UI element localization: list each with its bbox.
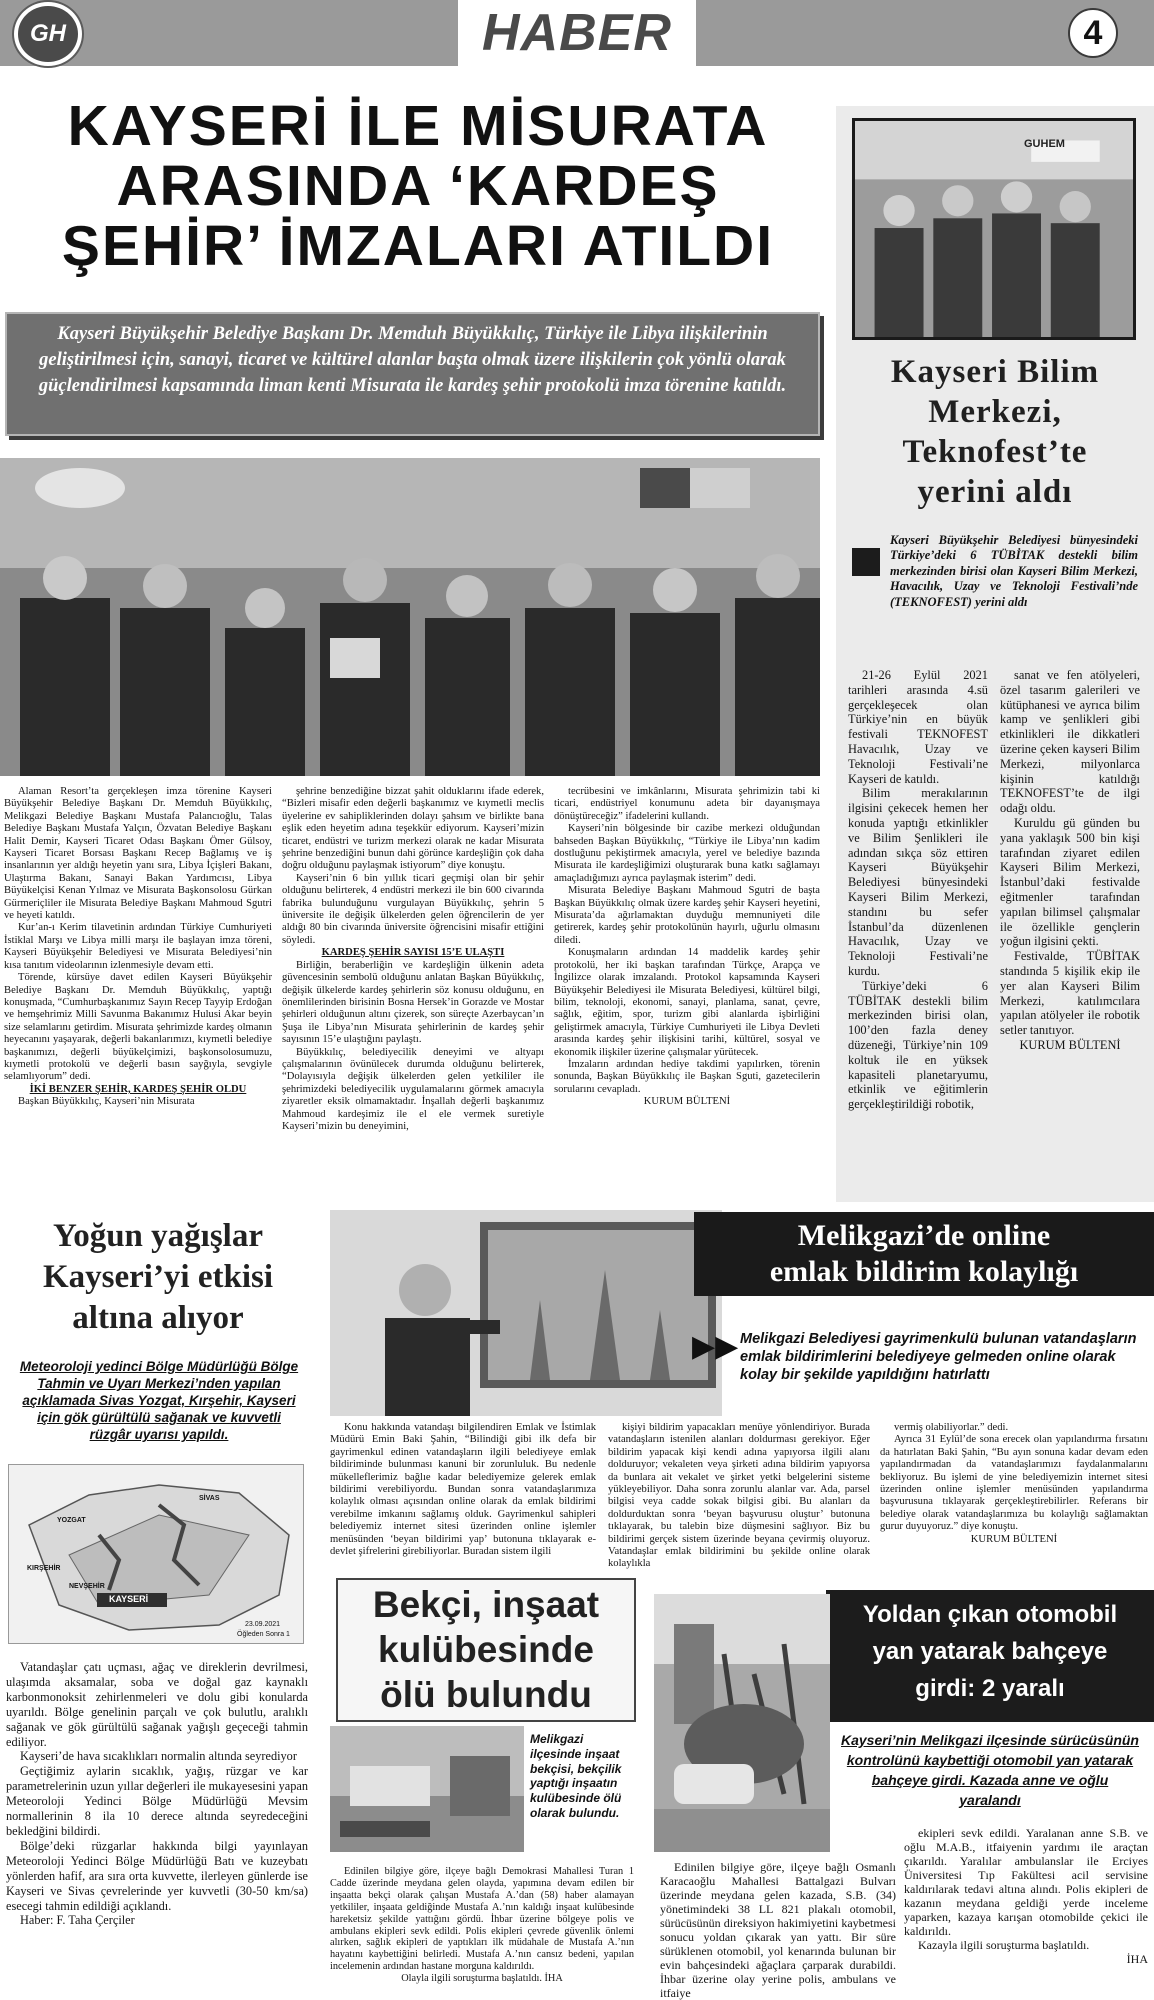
province-map	[9, 1465, 305, 1645]
yagis-headline-line: Yoğun yağışlar	[53, 1218, 263, 1254]
emlak-headline-line: emlak bildirim kolaylığı	[769, 1255, 1079, 1288]
construction-site-photo	[330, 1726, 524, 1852]
byline: İHA	[1126, 1952, 1148, 1966]
map-label-nevsehir: NEVŞEHİR	[69, 1583, 105, 1590]
emlak-col-2	[608, 1422, 870, 1571]
masthead-logo	[14, 2, 82, 66]
lead-col-1	[4, 786, 272, 1109]
bilim-col-1	[848, 668, 988, 1112]
lead-headline	[0, 96, 836, 276]
page-number-badge	[1068, 8, 1118, 58]
paragraph: tecrübesini ve imkânlarını, Misurata şehrimizin tabi ki ticari, endüstriyel konumunu adeta bir dayanışmaya dönüştüreceğiz” ifadelerini kullandı.	[554, 786, 820, 822]
paragraph: Festivalde, TÜBİTAK standında 5 kişilik ekip ile yer alan Kayseri Bilim Merkezi, katılımcılara yapılan atölyeler ile robotik setler tanıtıyor.	[1000, 949, 1140, 1038]
paragraph: Bilim merakılarının ilgisini çekecek hemen her konuda yaptığı etkinlikler ve Bilim Şenlikleri ile adından sıkça söz ettiren Kayseri Büyükşehir Belediyesi bünyesindeki Kayseri Bilim Merkezi, standını bu sefer İstanbul’da düzenlenen Havacılık, Uzay ve Teknoloji Festivali’ne kurdu.	[848, 786, 988, 978]
paragraph: Bölge’deki rüzgarlar hakkında bilgi yayınlayan Meteoroloji Yedinci Bölge Müdürlüğü Batı ve kuzeybatı yönlerden hafif, ara sıra orta kuvvette, ilerleyen günlerde ise Kayseri ve Sivas çevrelerinde yer kuvvetli (30-50 km/sa) esecegi tahmin edildiği açıklandı.	[6, 1838, 308, 1913]
lead-headline-line: KAYSERİ İLE MİSURATA	[67, 94, 769, 158]
paragraph: vermiş olabiliyorlar.” dedi.	[894, 1422, 1009, 1433]
paragraph: Birliğin, beraberliğin ve kardeşliğin ülkenin adeta güvencesinin sembolü olduğunu anlatan Başkan Büyükkılıç, değişik ülkelerde kardeş şehirlerin söz konusu olduğunu, en önemlilerinden birisinin Bosna Hersek’in Gorazde ve Mostar şehirleri olduğunun altını çizerek, son süreçte Azerbaycan’ın Şuşa ile Libya’nın Misurata şehirlerinin de kardeş şehir sayısının 15’e ulaştığını paylaştı.	[282, 959, 544, 1046]
yoldan-headline-line: yan yatarak bahçeye	[872, 1638, 1108, 1665]
bilim-headline	[836, 352, 1154, 512]
paragraph: Törende, kürsüye davet edilen Kayseri Büyükşehir Belediye Başkanı Dr. Memduh Büyükkılıç, yaptığı konuşmada, “Cumhurbaşkanımız Sayın Recep Tayyip Erdoğan ve hemşehrimiz Milli Savunma Bakanımız Hulusi Akar beyin size selamlarını getirdim. Misurata şehrimizde kardeş olmanın heyecanını yaşayarak, değerli bakanlarımızı, kıymetli belediye başkanımızı, değerli büyükelçimizi, başkonsolosumuzu, kıymetli protokolü ve değerli basın sayğıyla, sevgiyle selamlıyorum” dedi.	[4, 972, 272, 1083]
source: İHA	[544, 1973, 563, 1985]
paragraph: Türkiye’deki 6 TÜBİTAK destekli bilim merkezinden birisi olan, 100’den fazla deney düzeneği, Türkiye’nin 109 koltuk ile en yüksek kapasiteli planetaryumu, etkinlik ve eğitimlerin gerçekleştirildiği robotik,	[848, 978, 988, 1112]
byline	[330, 1973, 634, 1985]
paragraph: Kayseri’de hava sıcaklıkları normalin altında seyrediyor	[20, 1749, 297, 1764]
byline: KURUM BÜLTENİ	[643, 1096, 731, 1108]
section-title: HABER	[482, 4, 672, 62]
yagis-headline	[0, 1216, 316, 1339]
paragraph: Vatandaşlar çatı uçması, ağaç ve direklerin devrilmesi, ulaşımda aksamalar, soba ve doğal gaz kaynaklı karbonmonoksit zehirlenmeleri ve dolu gibi konularda uyarıldı. Bölge genelinin parçalı ve çok bulutlu, aralıklı sağanak ve gök gürültülü sağanak yağışlı geçeceği tahmin ediliyor.	[6, 1660, 308, 1749]
paragraph: Alaman Resort’ta gerçekleşen imza törenine Kayseri Büyükşehir Belediye Başkanı Dr. Memduh Büyükkılıç, Melikgazi Belediye Başkanı Mustafa Palancıoğlu, Talas Belediye Başkanı Mustafa Yalçın, Özvatan Belediye Başkanı Halit Demir, Kayseri Ticaret Odası Başkanı Ömer Gülsoy, Kayseri Ticaret Borsası Başkanı Recep Bağlamış ve iş insanlarının yer aldığı heyetin yanı sıra, Libya İçişleri Bakanı, Ulaştırma Bakanı, Sanayi Bakan Yardımcısı, Libya Büyükelçisi Kenan Yılmaz ve Misurata Başkonsolosu Gürkan Gürmeriçliler ile Misurata Belediye Başkanı Mahmoud Sgutri ve heyeti katıldı.	[4, 786, 272, 922]
map-label-sivas: SİVAS	[199, 1495, 220, 1502]
paragraph: Geçtiğimiz aylarin sıcaklık, yağış, rüzgar ve kar parametrelerinin uzun yıllar değerleri ile mukayesesini yapan Meteoroloji Yedinci Bölge Müdürlüğü Mevsim normallerinin 8 ila 10 derece altında seyredeceğini bekledğini bildirdi.	[6, 1764, 308, 1838]
yoldan-headline	[826, 1596, 1154, 1707]
paragraph: ekipleri sevk edildi. Yaralanan anne S.B. ve oğlu M.A.B., itfaiyenin yardımı ile araçtan çıkarıldı. Yaralılar ambulanslar ile Erciyes Üniversitesi Tıp Fakültesi acil servisine kaldırılarak tedavi altına alındı. Polis ekipleri de kazanın meydana geldiği yerde inceleme yaparken, kazaya karışan otomobilde çekici ile kaldırıldı.	[904, 1826, 1148, 1938]
bekci-headline-line: ölü bulundu	[380, 1674, 592, 1715]
signing-ceremony-photo	[0, 458, 820, 776]
paragraph: Misurata Belediye Başkanı Mahmoud Sgutri de başta Başkan Büyükkılıç olmak üzere kardeş şehir Kayseri heyetini, Misurata’da ağırlamaktan duyduğu memnuniyeti dile getirerek, kardeş şehir protokolünün hayırlı, uğurlu olmasını diledi.	[554, 885, 820, 946]
map-label-yozgat: YOZGAT	[57, 1517, 86, 1524]
teknofest-photo	[852, 118, 1136, 340]
yoldan-intro: Kayseri’nin Melikgazi ilçesinde sürücüsünün kontrolünü kaybettiği otomobil yan yatarak bahçeye girdi. Kazada anne ve oğlu yaralandı	[841, 1732, 1139, 1808]
bekci-headline-line: kulübesinde	[378, 1629, 594, 1670]
paragraph: Ayrıca 31 Eylül’de sona erecek olan yapılandırma fırsatını da hatırlatan Baki Şahin, “Bu ayın sonuna kadar devam eden yapılandırmadan da vatandaşlarımızı faydalanmalarını bekliyoruz. Bu işlemi de yine belediyemizin internet sitesi üzerinden online işlemler menüsünden yapılandırma başvurusuna tıklayarak gerçekleştirebilirler. Referans bir belediye olarak vatandaşlarımıza bu kolaylığı sağlamaktan gurur duyuyoruz.” diye konuştu.	[880, 1434, 1148, 1533]
bekci-caption: Melikgazi ilçesinde inşaat bekçisi, bekçilik yaptığı inşaatın kulübesinde ölü olarak bulundu.	[530, 1732, 622, 1820]
emlak-col-3	[880, 1422, 1148, 1546]
yoldan-headline-line: Yoldan çıkan otomobil	[862, 1601, 1118, 1628]
overturned-car-photo	[654, 1594, 830, 1852]
byline: Haber: F. Taha Çerçiler	[20, 1913, 135, 1928]
map-time: Öğleden Sonra 1	[237, 1631, 290, 1638]
bilim-intro: Kayseri Büyükşehir Belediyesi bünyesindeki Türkiye’deki 6 TÜBİTAK destekli bilim merkezinden birisi olan Kayseri Bilim Merkezi, Havacılık, Uzay ve Teknoloji Festivali’nde (TEKNOFEST) yerini aldı	[890, 533, 1138, 609]
paragraph: Başkan Büyükkılıç, Kayseri’nin Misurata	[18, 1096, 195, 1108]
paragraph: şehrine benzediğine bizzat şahit olduklarını ifade ederek, “Bizleri misafir eden değerli başkanımız ve kıymetli meclis üyelerine ev sahipliklerinden dolayı şahsım ve birlikte bana eşlik eden heyetim adına teşekkür ediyorum. Kayseri’mizin ticaret, endüstri ve turizm merkezi olarak ne kadar Misurata şehrine benzediğini bunun dahi görünce kardeşliğin çok daha doğru olduğunu paylaşmak istiyorum” diye konuştu.	[282, 786, 544, 872]
paragraph: sanat ve fen atölyeleri, özel tasarım galerileri ve kütüphanesi ve ayrıca bilim kamp ve şenlikleri gibi etkinlikleri ile dikkatleri üzerine çeken kayseri Bilim Merkezi, milyonlarca kişinin katıldığı TEKNOFEST’te de ilgi odağı oldu.	[1000, 668, 1140, 816]
emlak-col-1	[330, 1422, 596, 1558]
bilim-headline-line: Kayseri Bilim	[890, 354, 1100, 390]
lead-col-2	[282, 786, 544, 1133]
emlak-headline	[694, 1218, 1154, 1290]
emlak-intro: Melikgazi Belediyesi gayrimenkulü bulunan vatandaşların emlak bildirimlerini belediyeye gelmeden online olarak kolay bir şekilde yapıldığını hatırlattı	[740, 1331, 1137, 1383]
byline: KURUM BÜLTENİ	[1019, 1037, 1121, 1052]
paragraph: Edinilen bilgiye göre, ilçeye bağlı Demokrasi Mahallesi Turan 1 Cadde üzerinde meydana gelen olayda, yapımına devam edilen bir inşaatta bekçi olarak çalışan Mustafa A.’dan (58) haber alamayan yetkililer, inşaata geldiğinde Mustafa A.’nın kaldığı inşaat kulübesinde hareketsiz şekilde yattığını gördü. İhbar üzerine bölgeye polis ve ambulans ekipleri sevk edildi. Polis ekipleri çevrede güvenlik önlemi alırken, sağlık ekipleri de yaptıkları ilk müdahale de Mustafa A.’nın hayatını kaybettiğini belirledi. Mustafa A.’nın cansız bedeni, yapılan incelemenin ardından hastane morguna kaldırıldı.	[330, 1866, 634, 1973]
yagis-intro: Meteoroloji yedinci Bölge Müdürlüğü Bölge Tahmin ve Uyarı Merkezi’nden yapılan açıklamada Sivas Yozgat, Kırşehir, Kayseri için gök gürültülü sağanak ve kuvvetli rüzgâr uyarısı yapıldı.	[19, 1359, 299, 1442]
weather-map	[8, 1464, 304, 1644]
paragraph: Konu hakkında vatandaşı bilgilendiren Emlak ve İstimlak Müdürü Emin Baki Şahin, “Bilindiği gibi ilk defa bir gayrimenkul edinen vatandaşların ilgili belediyeye emlak bildiriminde bulunması kanuni bir zorunluluk. Bu nedenle mükelleflerimiz bağlıe kadar belediyemize gelerek emlak bildirimi verebiliyordu. Bundan sonra vatandaşlarımıza kolaylık olması açısından online olarak da emlak bildirimi verebilme imkanını sağlamış olduk. Gayrimenkul sahipleri belediyemiz internet sitesi üzerinden online işlemler menüsünden ‘beyan bildirimi yap’ butonuna tıklayarak e-devlet şifrelerini girebiliyorlar. Buradan sistem ilgili	[330, 1422, 596, 1558]
paragraph: kişiyi bildirim yapacakları menüye yönlendiriyor. Burada vatandaşların istenilen alanları doldurması gerekiyor. Eğer bildirim yapacak kişi kendi adına yapıyorsa ilgili alanı dolduruyor; vekaleten veya şirketi adına bildirim yapıyorsa da bunlara ait vekalet ve şirket yetki belgelerini sisteme yükleyebiliyor. Daha sonra zorunlu alanlar var. Ada, parsel bilgisi veya cadde sokak bilgisi gibi. Bu alanları da doldurduktan sonra ‘beyan başvurusu oluştur’ butonuna tıklayarak, bu talebin bize düşmesini sağlıyor. Biz bu bildirimi gerçek sistem üzerinde beyana çevirmiş oluyoruz. Vatandaşlar emlak bildirimini bu şekilde online olarak kolaylıkla	[608, 1422, 870, 1570]
yoldan-col-1	[660, 1860, 896, 2000]
logo-text: GH	[30, 20, 66, 47]
yagis-headline-line: altına alıyor	[72, 1300, 244, 1336]
map-date: 23.09.2021	[245, 1621, 281, 1628]
bekci-body	[330, 1866, 634, 1985]
paragraph: Kur’an-ı Kerim tilavetinin ardından Türkiye Cumhuriyeti İstiklal Marşı ve Libya milli marşı ile başlayan imza töreni, Kayseri Büyükşehir Belediyesi ve Misurata Belediyesi’nin kısa tanıtım videolarının izlenmesiyle devam etti.	[4, 922, 272, 971]
paragraph: Edinilen bilgiye göre, ilçeye bağlı Osmanlı Karacaoğlu Mahallesi Battalgazi Bulvarı üzerinde meydana gelen kazada, S.B. (34) yönetimindeki 38 LL 821 plakalı otomobil, sürücüsünün direksiyon hakimiyetini kaybetmesi sonucu yoldan çıkarak yan yattı. Bir süre sürüklenen otomobil, yol kenarında bulunan bir evin bahçesindeki ağaçlara çarparak durabildi. İhbar üzerine olay yerine polis, ambulans ve itfaiye	[660, 1860, 896, 2000]
subheading: İKİ BENZER ŞEHİR, KARDEŞ ŞEHİR OLDU	[29, 1083, 247, 1095]
bilim-intro-marker	[852, 548, 880, 576]
emlak-headline-line: Melikgazi’de online	[797, 1219, 1051, 1252]
map-label-kirsehir: KIRŞEHİR	[27, 1565, 61, 1572]
page-number: 4	[1083, 14, 1103, 52]
online-emlak-photo	[330, 1210, 722, 1416]
byline: KURUM BÜLTENİ	[970, 1533, 1058, 1545]
map-label-kayseri: KAYSERİ	[109, 1594, 149, 1604]
bilim-headline-line: Merkezi,	[928, 394, 1062, 430]
bilim-col-2	[1000, 668, 1140, 1053]
paragraph: İmzaların ardından hediye takdimi yapılırken, törenin sonunda, Başkan Büyükkılıç ile Başkan Sguti, gazetecilerin sorularını cevapladı.	[554, 1058, 820, 1095]
lead-intro: Kayseri Büyükşehir Belediye Başkanı Dr. Memduh Büyükkılıç, Türkiye ile Libya ilişkilerinin geliştirilmesi için, sanayi, ticaret ve kültürel alanlar başta olmak üzere ilişkilerin çok yönlü olarak güçlendirilmesi kapsamında liman kenti Misurata ile kardeş şehir protokolü imza törenine katıldı.	[38, 324, 787, 396]
paragraph: Kuruldu gü günden bu yana yaklaşık 500 bin kişi tarafından ziyaret edilen Kayseri Bilim Merkezi, İstanbul’daki festivalde eğitmenler tarafından yapılan bilimsel çalışmalar ile özellikle gençlerin yoğun ilgisini çekti.	[1000, 815, 1140, 949]
yoldan-col-2	[904, 1826, 1148, 1966]
subheading: KARDEŞ ŞEHİR SAYISI 15’E ULAŞTI	[321, 947, 505, 959]
paragraph: Büyükkılıç, belediyecilik deneyimi ve altyapı çalışmalarının övünülecek durumda olduğunu belirterek, “Dolayısıyla değişik ülkelerden gelen yetkililer ile şehrimizdeki belediyecilik uygulamalarını görmek amacıyla ziyaretler eksik olmamaktadır. İnşallah değerli başkanımız Mahmoud kardeşimiz ile el ele vermek suretiyle Kayseri’mizin bu deneyimini,	[282, 1046, 544, 1132]
paragraph: Konuşmaların ardından 14 maddelik kardeş şehir protokolü, her iki başkan tarafından Türkçe, Arapça ve İngilizce olarak imzalandı. Protokol kapsamında Kayseri Büyükşehir Belediyesi ile Misurata Belediyesi, kültürel bilgi, bilim, teknoloji, ekonomi, sanayi, planlama, sanat, çevre, sağlık, eğitim, spor, turizm gibi alanlarda işbirliğini geliştirmek amacıyla, Türkiye Cumhuriyeti ile Libya Devleti arasında kardeş şehir ilişkisini tarihi, kültürel, sosyal ve ekonomik ilişkiler üzerine çalışmalar yürütecek.	[554, 947, 820, 1058]
bilim-headline-line: Teknofest’te	[902, 434, 1088, 470]
lead-headline-line: ŞEHİR’ İMZALARI ATILDI	[61, 214, 775, 278]
yoldan-headline-line: girdi: 2 yaralı	[915, 1675, 1065, 1702]
paragraph: Kayseri’nin bölgesinde bir cazibe merkezi olduğundan bahseden Başkan Büyükkılıç, “Türkiye ile Libya’nın kadim dostluğunu pekiştirmek amacıyla, yerel ve belediye bazında Misurata ile kardeşliğimizi oluşturarak buna katkı sağlamayı amaçladığımızı ayrıca paylaşmak isterim” dedi.	[554, 823, 820, 884]
paragraph: Kayseri’nin 6 bin yıllık ticari geçmişi olan bir şehir olduğunu belirterek, 4 endüstri merkezi ile bin 600 civarında fabrika bulunduğunu vurgulayan Büyükkılıç, şehrin 5 üniversite ile değişik ülkelerden gelen öğrencilerin de yer aldığı 80 bin civarında üniversite öğrencisini misafir ettiğini söyledi.	[282, 872, 544, 946]
emlak-intro-arrows: ▶▶	[692, 1329, 739, 1364]
photo-sign-label: GUHEM	[1024, 138, 1065, 150]
bilim-headline-line: yerini aldı	[917, 474, 1073, 510]
lead-headline-line: ARASINDA ‘KARDEŞ	[116, 154, 720, 218]
bekci-headline-line: Bekçi, inşaat	[372, 1584, 600, 1625]
yagis-body	[6, 1660, 308, 1928]
yagis-headline-line: Kayseri’yi etkisi	[42, 1259, 274, 1295]
closing-note: Olayla ilgili soruşturma başlatıldı.	[401, 1973, 542, 1985]
paragraph: 21-26 Eylül 2021 tarihleri arasında 4.sü gerçekleşecek olan Türkiye’nin en büyük festivali TEKNOFEST Havacılık, Uzay ve Teknoloji Festivali’ne Kayseri de katıldı.	[848, 668, 988, 786]
lead-col-3	[554, 786, 820, 1109]
paragraph: Kazayla ilgili soruşturma başlatıldı.	[918, 1938, 1090, 1952]
bekci-headline	[336, 1582, 636, 1717]
